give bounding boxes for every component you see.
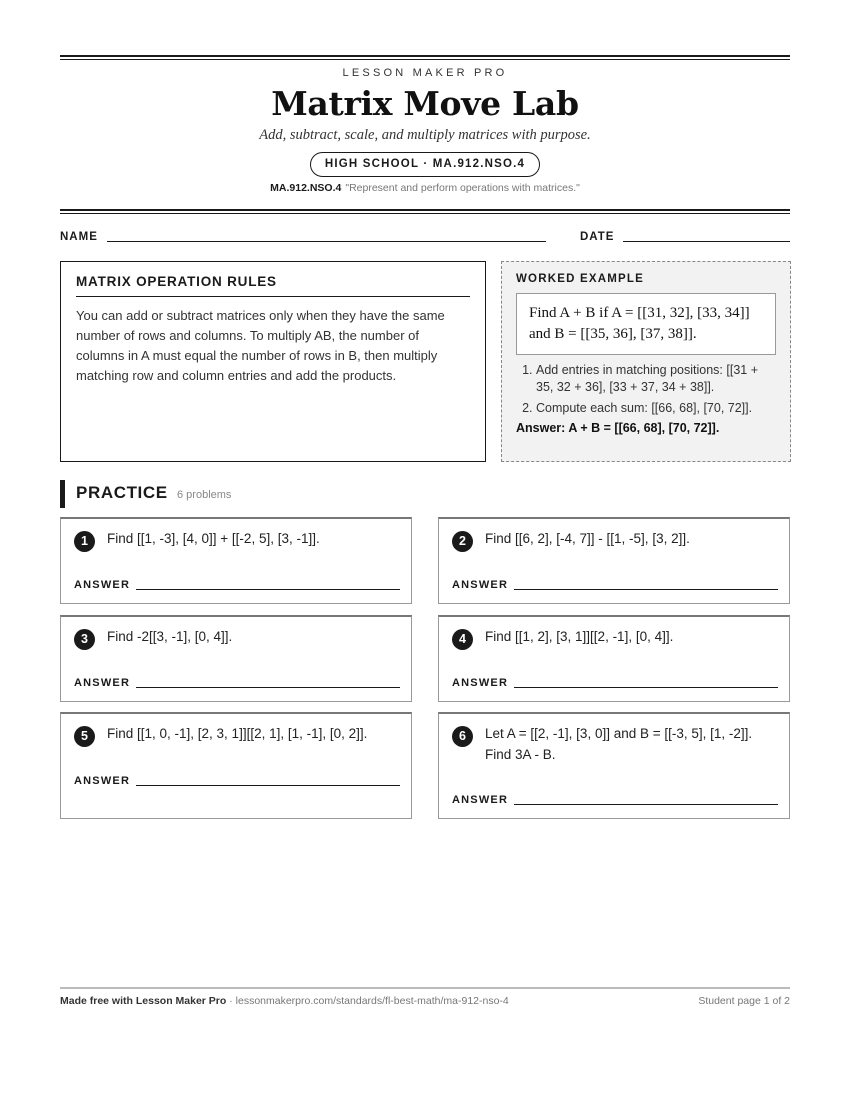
answer-label: ANSWER (452, 794, 509, 806)
answer-line-4[interactable] (514, 687, 778, 688)
header-top-rule (60, 55, 790, 60)
footer-url[interactable]: · lessonmakerpro.com/standards/fl-best-math/ma-912-nso-4 (226, 995, 509, 1007)
problem-text: Find [[1, 2], [3, 1]][[2, -1], [0, 4]]. (485, 629, 674, 644)
worksheet-page (60, 0, 790, 1100)
rules-box (60, 261, 486, 462)
practice-count: 6 problems (177, 489, 232, 501)
footer-credit (60, 995, 509, 1007)
answer-label: ANSWER (452, 579, 509, 591)
problem-card-6 (438, 712, 790, 819)
date-label: DATE (580, 231, 615, 243)
standard-code: MA.912.NSO.4 (270, 182, 342, 194)
name-label: NAME (60, 231, 98, 243)
practice-accent-bar (60, 480, 65, 508)
problem-card-3 (60, 615, 412, 702)
answer-label: ANSWER (74, 677, 131, 689)
problem-text: Find [[1, -3], [4, 0]] + [[-2, 5], [3, -1]]. (107, 531, 320, 546)
worked-example-heading: WORKED EXAMPLE (516, 273, 644, 285)
problem-card-1 (60, 517, 412, 604)
rules-heading: MATRIX OPERATION RULES (76, 274, 470, 297)
problem-number-badge: 3 (74, 629, 95, 650)
answer-line-1[interactable] (136, 589, 400, 590)
problem-text: Find -2[[3, -1], [0, 4]]. (107, 629, 233, 644)
brand-name: LESSON MAKER PRO (342, 67, 508, 79)
problem-number-badge: 1 (74, 531, 95, 552)
standard-description: "Represent and perform operations with matrices." (345, 182, 580, 194)
answer-label: ANSWER (452, 677, 509, 689)
problem-text: Find [[1, 0, -1], [2, 3, 1]][[2, 1], [1, -1], [0, 2]]. (107, 726, 368, 741)
problem-card-5 (60, 712, 412, 819)
page-title: Matrix Move Lab (271, 84, 579, 123)
answer-line-5[interactable] (136, 785, 400, 786)
problem-number-badge: 5 (74, 726, 95, 747)
problem-text: Find [[6, 2], [-4, 7]] - [[1, -5], [3, 2]]. (485, 531, 690, 546)
grade-pill-wrap (60, 152, 790, 177)
answer-line-2[interactable] (514, 589, 778, 590)
footer-rule (60, 987, 790, 989)
worked-example-step: 2. Compute each sum: [[66, 68], [70, 72]]. (536, 400, 776, 417)
problem-number-badge: 4 (452, 629, 473, 650)
practice-heading: PRACTICE (76, 483, 168, 502)
page-subtitle: Add, subtract, scale, and multiply matrices with purpose. (259, 127, 591, 143)
worked-example-answer: Answer: A + B = [[66, 68], [70, 72]]. (516, 421, 720, 435)
answer-label: ANSWER (74, 775, 131, 787)
problem-text: Let A = [[2, -1], [3, 0]] and B = [[-3, 5], [1, -2]]. Find 3A - B. (485, 726, 753, 762)
worked-example-problem: Find A + B if A = [[31, 32], [33, 34]] and B = [[35, 36], [37, 38]]. (516, 293, 776, 355)
problem-number-badge: 6 (452, 726, 473, 747)
grade-standard-pill: HIGH SCHOOL · MA.912.NSO.4 (310, 152, 540, 177)
answer-line-6[interactable] (514, 804, 778, 805)
rules-text: You can add or subtract matrices only when they have the same number of rows and columns. To multiply AB, the number of columns in A must equal the number of rows in B, then multiply matching row and column entries and add the products. (76, 308, 445, 383)
worked-example-step: 1. Add entries in matching positions: [[31 + 35, 32 + 36], [33 + 37, 34 + 38]]. (536, 362, 776, 396)
footer-page-number: Student page 1 of 2 (698, 995, 790, 1007)
answer-line-3[interactable] (136, 687, 400, 688)
footer-made-with: Made free with Lesson Maker Pro (60, 995, 227, 1007)
worked-example-box (501, 261, 791, 462)
date-field[interactable] (623, 241, 790, 242)
problem-card-2 (438, 517, 790, 604)
problem-number-badge: 2 (452, 531, 473, 552)
name-field[interactable] (107, 241, 546, 242)
header-bottom-rule (60, 209, 790, 214)
problem-card-4 (438, 615, 790, 702)
standard-line (60, 182, 790, 194)
worked-example-steps (516, 362, 776, 417)
answer-label: ANSWER (74, 579, 131, 591)
